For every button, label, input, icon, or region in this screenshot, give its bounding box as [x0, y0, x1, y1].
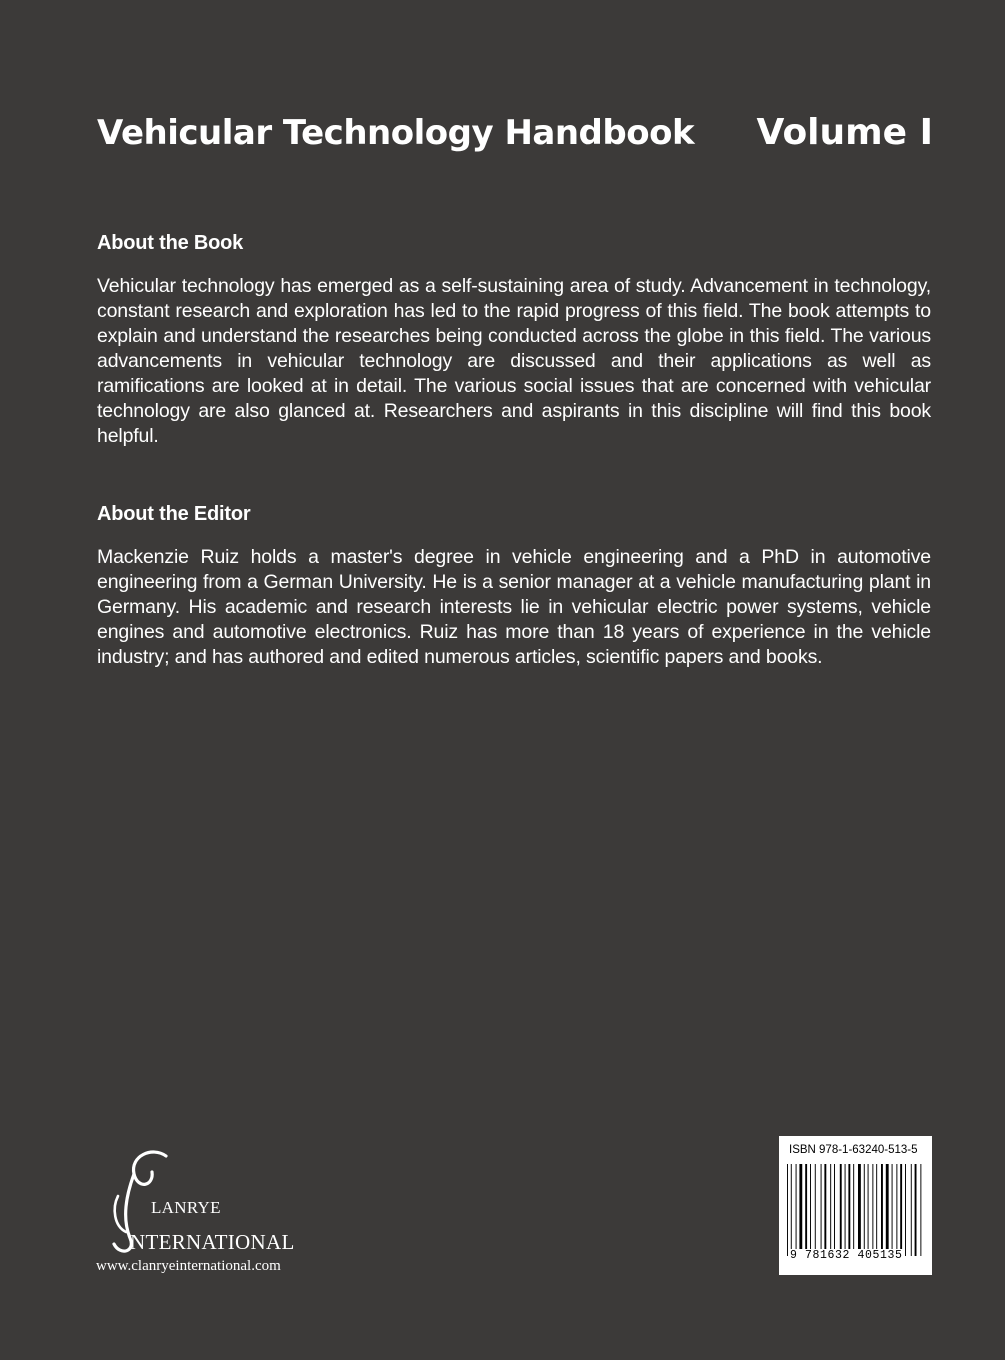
publisher-url: www.clanryeinternational.com: [96, 1258, 281, 1274]
book-title: Vehicular Technology Handbook: [97, 113, 695, 153]
isbn-label: ISBN 978-1-63240-513-5: [789, 1144, 918, 1156]
publisher-logo: [96, 1148, 316, 1278]
publisher-name-line1: LANRYE: [151, 1198, 221, 1217]
publisher-name-line2: NTERNATIONAL: [130, 1230, 295, 1254]
about-editor-text: Mackenzie Ruiz holds a master's degree in vehicle engineering and a PhD in automotive engineering from a German University. He is a senior manager at a vehicle manufacturing plant in Germany. His academic and research interests lie in vehicular electric power systems, vehicle engines and automotive electronics. Ruiz has more than 18 years of experience in the vehicle industry; and has authored and edited numerous articles, scientific papers and books.: [97, 546, 931, 668]
cover-header: [97, 112, 933, 153]
about-book-heading: About the Book: [97, 232, 244, 254]
about-editor-heading: About the Editor: [97, 503, 251, 525]
barcode-icon: [787, 1164, 924, 1256]
about-book-text: Vehicular technology has emerged as a self-sustaining area of study. Advancement in technology, constant research and exploration has led to the rapid progress of this field. The book attempts to explain and understand the researches being conducted across the globe in this field. The various advancements in vehicular technology are discussed and their applications as well as ramifications are looked at in detail. The various social issues that are concerned with vehicular technology are also glanced at. Researchers and aspirants in this discipline will find this book helpful.: [97, 275, 931, 447]
volume-label: Volume I: [756, 112, 933, 153]
about-editor-section: [97, 503, 931, 670]
about-book-section: [97, 232, 931, 449]
barcode-digits: 9 781632 405135: [790, 1249, 903, 1262]
isbn-barcode: [779, 1136, 932, 1275]
